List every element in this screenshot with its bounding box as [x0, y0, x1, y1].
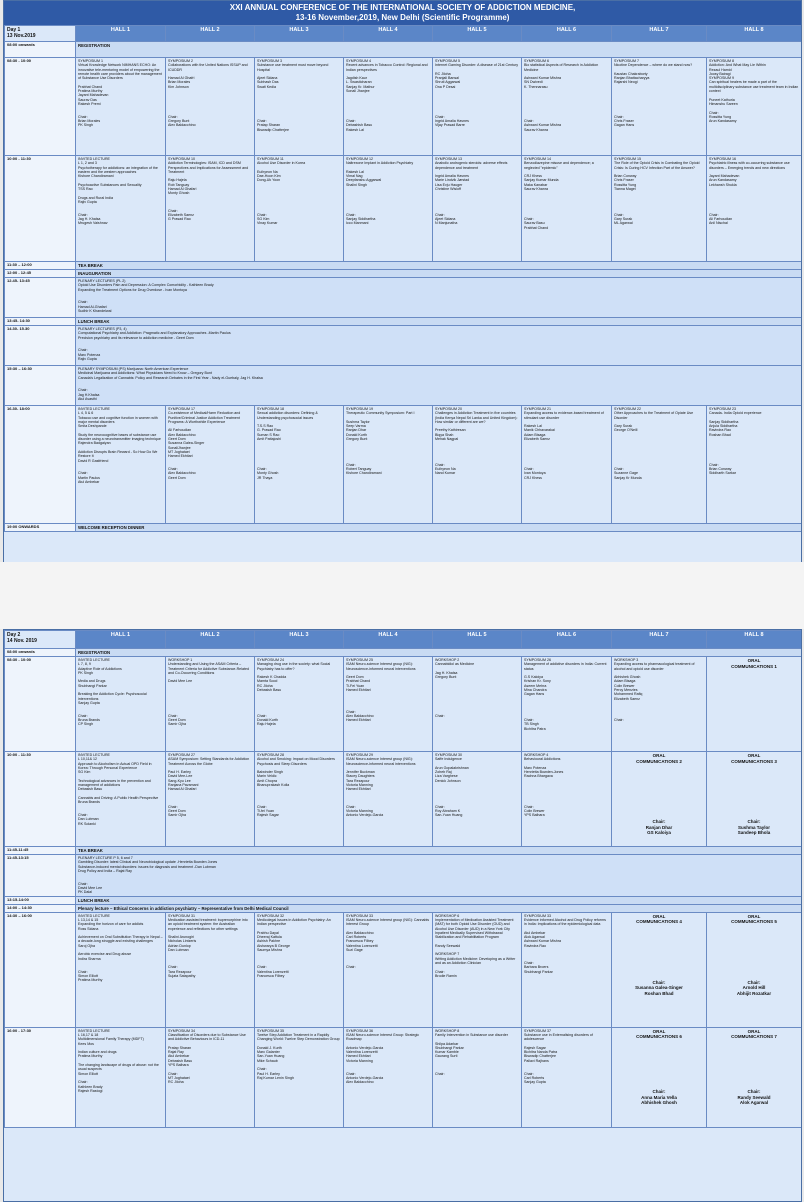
session-cell: SYMPOSIUM 10 Addiction Terminologies: ISAM, ICD and DSM Perspectives and Implications for Assessment and Treatment Raju Hajela Rob Tanguay Hamad Al Ghafari Monty Ghosh Chair: Elizabeth Saenz G Prasad Rao [166, 156, 255, 262]
time-slot: 08:00 onwards [5, 649, 76, 657]
session-cell: SYMPOSIUM 18 Sexual addiction disorders: Defining & Understanding psychosocial issues T.S.S Rao G. Prasad Rao Suman S Rao Amit Pattajoshi Chair: Monty Ghosh JR Thaya [255, 406, 344, 524]
session-cell: SYMPOSIUM 33 ISAM Neuro-science Interest group (NIG): Cannabis Interest Group Alex Baldacchino Carl Roberts Francesca Filbey Valentina Lorenzetti Suzi Gage Chair: [344, 912, 433, 1027]
hall-header: HALL 7 [612, 26, 707, 42]
session-cell: SYMPOSIUM 7 Nicotine Dependence – where do we stand now? Kaustav Chakraborty Ranjan Bhattacharyya Rajarshi Neogi Chair: Chris Fraser Gagan Hans [612, 58, 707, 156]
session-cell: WORKSHOP 4 Behavioural Addictions Marc Potenza Henrietta Bowden-Jones Rachna Bhargava Chair: Colin Brewer YPS Balhara [522, 752, 612, 847]
session-cell: SYMPOSIUM 15 The Role of the Opioid Crisis in Combating the Opioid Crisis: Is Curing HCV Infection Part of the Answer? Brian Conway Chris Fraser Rossitta Yung Tianna Magel Chair: Gary Surak ML Agarwal [612, 156, 707, 262]
time-slot: 16.30- 18:00 [5, 406, 76, 524]
time-slot: 10:00 - 11:30 [5, 752, 76, 847]
hall-header: HALL 1 [76, 631, 166, 649]
session-cell: SYMPOSIUM 27 ASAM Symposium: Setting Standards for Addiction Treatment Across the Globe Paul H. Earley David Mee-Lee Sang-Kyu Lee Ranjana Pavamani Hamad Al Ghafari Chair: Geert Dom Samir Ojha [166, 752, 255, 847]
day-1-label: Day 1 13 Nov.2019 [5, 26, 76, 42]
session-cell: SYMPOSIUM 3 Substance use treatment must move beyond Hospital Ajeet Sidana Subhash Das Swati Kedia Chair: Pratap Sharan Biswadip Chatterjee [255, 58, 344, 156]
hall-header: HALL 2 [166, 631, 255, 649]
conference-title-line-2: 13-16 November,2019, New Delhi (Scientific Programme) [295, 13, 510, 22]
time-slot: 14:00 – 14:30 [5, 904, 76, 912]
time-slot: 15:30 – 16:30 [5, 366, 76, 406]
time-slot: 14:30 – 16:00 [5, 912, 76, 1027]
session-cell: INVITED LECTURE L 1, 2 and 3 Psychotherapy for addictions: an integration of the eastern and the western approaches Kishore Chandiramani Psychoactive Substances and Sexuality TSS Rao Drugs and Rural India Rajiv Gupta Chair: Jag H. Khalsa Mrugesh Vaishnav [76, 156, 166, 262]
time-slot: 19:00 ONWARDS [5, 524, 76, 532]
session-cell: ORAL COMMUNICATIONS 7 Chair: Randy Seewald Alok Agarwal [707, 1027, 802, 1127]
day-2-schedule-table [4, 630, 802, 1128]
session-cell: WORKSHOP 1 Understanding and Using the ASAM Criteria – Treatment Criteria for Addictive Substance-Related and Co-Occurring Conditions David Mee Lee Chair: Geert Dom Samir Ojha [166, 657, 255, 752]
session-cell: SYMPOSIUM 6 Bio statistical Aspects of Research in Addiction Medicine Ashwani Kumar Mishra SN Dwivedi K. Thennarasu Chair: Ashwani Kumar Mishra Saurav Khanra [522, 58, 612, 156]
hall-header: HALL 1 [76, 26, 166, 42]
session-cell: WORKSHOP 3 Expanding access to pharmacological treatment of alcohol and opioid use disorder Abhishek Ghosh Adam Bisaga Colin Brewer Percy Menzies Mohammed Rafiq Elizabeth Saenz Chair: [612, 657, 707, 752]
plenary-ethics-banner: Plenary lecture – Ethical Concerns in addiction psychiatry – Representative from Delhi Medical Council [76, 904, 802, 912]
session-cell: SYMPOSIUM 30 Saffe Indulgence Arun Gopalakrishnan Zoheb Raj Liza Varghese Denick Johnson Chair: Roy Abraham K San-Yuan Huang [433, 752, 522, 847]
session-cell: SYMPOSIUM 14 Benzodiazepine misuse and dependence; a neglected "epidemic" CRJ Khess Sanjay Kumar Munda Maka Kanabar Saurav Khanra Chair: Saurav Basu Prabhat Chand [522, 156, 612, 262]
tea-break-banner: TEA BREAK [76, 262, 802, 270]
session-cell: SYMPOSIUM 23 Canada- India Opioid experience Sanjay Siddhartha Anjula Siddhartha Ravindra Rao Roshan Bhad Chair: Brian Conway Siddharth Sarkar [707, 406, 802, 524]
hall-header: HALL 4 [344, 26, 433, 42]
time-slot: 12.45- 13:45 [5, 278, 76, 318]
session-cell: SYMPOSIUM 11 Alcohol Use Disorder in Korea Euihyeon Na Dae-Hoon Kim Dong-Uk Yoon Chair: SG Kim Vinay Kumar [255, 156, 344, 262]
hall-header: HALL 5 [433, 631, 522, 649]
session-cell: SYMPOSIUM 24 Managing drug use in the society: what Social Psychiatry has to offer? Rakesh K Chadda Mamta Sood RC Jiloha Debasish Basu Chair: Donald Kurth Raju Hajela [255, 657, 344, 752]
session-cell: INVITED LECTURE L 10,11& 12 Approach to Alcoholism in Actual OPD Field in Korea: Through Personal Experience SG Kim Technological advances in the prevention and management of addictions Debasish Basu Cannabis and Driving: A Public Health Perspective Bruna Brands Chair: Dan Lubman RK Solanki [76, 752, 166, 847]
session-cell: ORAL COMMUNICATIONS 4 Chair: Susanna Galea-Singer Roshan Bhad [612, 912, 707, 1027]
hall-header: HALL 6 [522, 631, 612, 649]
session-cell: INVITED LECTURE L 7, 8, 9 Adaptive Role of Addictions PK Singh Media and Drugs Shubhangi Parkar Breaking the Addiction Cycle: Psychosocial interventions Sanjay Gupta Chair: Bruna Brands CP Singh [76, 657, 166, 752]
session-cell: SYMPOSIUM 2 Collaborations with the United Nations ISSUP and ICUDDR Hamad Al Ghafri Brian Morales Kim Johnson Chair: Gregory Bunt Alex Baldacchino [166, 58, 255, 156]
lunch-break-banner: LUNCH BREAK [76, 318, 802, 326]
plenary-lectures-cell: PLENARY LECTURES (P3, 4) Computational Psychiatry and Addiction: Pragmatic and Explanatory Approaches -Martin Paulus Precision psychiatry and its relevance to addiction medicine - Geert Dom Chair: Marc Potenza Rajiv Gupta [76, 326, 802, 366]
time-slot: 13:45- 14:30 [5, 318, 76, 326]
plenary-lectures-cell: PLENARY LECTURES (PL 2) Opioid Use Disorders Pain and Depression: A Complex Comorbidity - Kathleen Brady Expanding the Treatment Options for Drug Overdose - Ivan Montoya Chair: Hamad Al-Ghafari Sudhir K Khandelwal [76, 278, 802, 318]
day-2-label: Day 2 14 Nov. 2019 [5, 631, 76, 649]
lunch-break-banner: LUNCH BREAK [76, 896, 802, 904]
session-cell: INVITED LECTURE L 4, 5 & 6 Tobacco use and cognitive function in women with major mental disorders Smita Deshpande Study the neurocognitive bases of substance use disorder using a neurotransmitter imaging technique Rajendra Badgaiyan Addiction Disrupts Brain Reward - So How Do We Restore It David R Gastfriend Chair: Martin Paulus Atul Ambekar [76, 406, 166, 524]
plenary-symposium-cell: PLENARY SYMPOSIUM (PS) Marijuana: North American Experience Medicinal Marijuana and Addictions: What Physicians Need to Know – Gregory Bunt Canada's Legalization of Cannabis: Policy and Research Debates in the First Year - Nady el-Guebaly, Jag H. Khalsa Chair: Jag H.Khalsa Atul Avasthi [76, 366, 802, 406]
time-slot: 16:00 - 17:30 [5, 1027, 76, 1127]
session-cell: SYMPOSIUM 17 Co-existence of Medical/Harm Reduction and Punitive/Criminal Justice Addiction Treatment Programs: A Worthwhile Experience Ali Farhoudian Alex Baldacchino Geert Dom Susanna Galea-Singer SonaliJhanjee MT Joghataei Hamed Ekhtiari Chair: Alex Baldacchino Geert Dom [166, 406, 255, 524]
day-1-schedule-table [4, 25, 802, 532]
session-cell: SYMPOSIUM 32 Medicolegal Issues in Addiction Psychiatry: An Indian perspective Prabhu Dayal Dheeraj Kattula Ashish Pakhre Aishwarya B George Saumya Mishra Chair: Valentina Lorenzetti Francesca Filbey [255, 912, 344, 1027]
session-cell: SYMPOSIUM 29 ISAM Neuro-science Interest group (NIG): Neuroscience-informed neural interventions Jennifer Buckman Stacey Daughters Tara Rezapour Victoria Manning Hamed Ekhtiari Chair: Victoria Manning Antonio Verdejo-Garcia [344, 752, 433, 847]
conference-title-line-1: XXI ANNUAL CONFERENCE OF THE INTERNATIONAL SOCIETY OF ADDICTION MEDICINE, [229, 3, 576, 12]
hall-header: HALL 7 [612, 631, 707, 649]
session-cell: SYMPOSIUM 33 Evidence informed Alcohol and Drug Policy reforms in India: Implications of the epidemiological data Atul Ambekar Alok Agarwal Ashwani Kumar Mishra Ravindra Rao Chair: Barbara Broers Shubhangi Parkar [522, 912, 612, 1027]
registration-banner: REGISTRATION [76, 649, 802, 657]
inauguration-banner: INAUGURATION [76, 270, 802, 278]
session-cell: SYMPOSIUM 36 ISAM Neuro-science Interest Group: Strategic Roadmap Antonio Verdejo-Garcia Valentina Lorenzetti Hamed Ekhtiari Victoria Manning Chair: Antonio Verdejo-Garcia Alex Baldacchino [344, 1027, 433, 1127]
session-cell: ORAL COMMUNICATIONS 5 Chair: Arnold Hill Abhijit Rozatkar [707, 912, 802, 1027]
session-cell: WORKSHOP 6 Implementation of Medication Assisted Treatment (MAT) for both Opioid Use Disorder (OUD) and Alcohol Use Disorder (AUD) in a New York City Inpatient Medically Supervised Withdrawal Stabilization and Rehabilitation Program Randy Seewald WORKSHOP 7 Writing Addiction Medicine: Developing as a Writer and as an Addiction Clinician Chair: Brodie Ramin [433, 912, 522, 1027]
registration-banner: REGISTRATION [76, 42, 802, 58]
time-slot: 13:15-14:00 [5, 896, 76, 904]
session-cell: SYMPOSIUM 12 Naltrexone Implant in Addiction Psychiatry Rakesh Lal Vimal Nag Deepfanshu Aggarwal Shalini Singh Chair: Sanjay Siddhartha Icco Manmani [344, 156, 433, 262]
session-cell: SYMPOSIUM 16 Psychiatric illness with co-occurring substance use disorders – Emerging trends and new directions Jayant Mahadevan Arun Kandasamy Lekhansh Shukla Chair: Ali Farhoudian Anil Nischal [707, 156, 802, 262]
session-cell: SYMPOSIUM 28 Alcohol and Smoking: Impact on Mood Disorders Psychosis and Sleep Disorders Balwinder Singh Marin Veldic Amit Chopra Bhanuprakash Kolla Chair: Ti-fei Yuan Rajesh Sagar [255, 752, 344, 847]
welcome-dinner-banner: WELCOME RECEPTION DINNER [76, 524, 802, 532]
time-slot: 08:30 - 10:00 [5, 657, 76, 752]
hall-header: HALL 8 [707, 631, 802, 649]
conference-title [4, 1, 801, 25]
session-cell: WORKSHOP 8 Family Intervention in Substance use disorder Shilpa Adarkar Shubhangi Parkar Kumar Kamble Gaurang Surti Chair: [433, 1027, 522, 1127]
time-slot: 14.30- 15.30 [5, 326, 76, 366]
session-cell: SYMPOSIUM 35 Twelve Step Addiction Treatment in a Rapidly Changing World: Twelve Step Demonstration Group Donald J. Kurth Marc Galanter San-Yuan Huang Mike Schaub Chair: Paul H. Earley Raj Kumar Lenin Singh [255, 1027, 344, 1127]
session-cell: SYMPOSIUM 4 Recent advances in Tobacco Control: Regional and Indian perspectives Jagdish Kaur L. Swasticharan Sanjay Kr. Mathur Sonali Jhanjee Chair: Debashish Basu Rakesh Lal [344, 58, 433, 156]
session-cell: SYMPOSIUM 13 Anabolic androgenic steroids: adverse effects dependence and treatment Ingrid Amalia Havnes Marie Lindvik Jørstad Lisa Evju Hauger Christine Wisloff Chair: Ajeet Sidana N Manjunatha [433, 156, 522, 262]
plenary-lectures-cell: PLENARY LECTURE P 5, 6 and 7 Gambling Disorder: latest Clinical and Neurobiological update -Henrietta Bowden Jones Substance-induced mental disorders: issues for diagnosis and treatment -Dan Lubman Drug Policy and India – Rajat Ray Chair: David Mee Lee PK Dalal [76, 855, 802, 897]
session-cell: SYMPOSIUM 25 ISAM Neuro-science Interest group (NIG): Neuroscience-informed neural interventions Geert Dom Prabhat Chand Ti-Fei Yuan Hamed Ekhtiari Chair: Alex Baldacchino Hamed Ekhtiari [344, 657, 433, 752]
tea-break-banner: TEA BREAK [76, 847, 802, 855]
hall-header: HALL 3 [255, 631, 344, 649]
session-cell: ORAL COMMUNICATIONS 6 Chair: Anna Maria Vella Abhishek Ghosh [612, 1027, 707, 1127]
time-slot: 11:45-11:45 [5, 847, 76, 855]
session-cell: WORKSHOP 2 Cannabidiol as Medicine Jag H. Khalsa Gregory Bunt Chair: [433, 657, 522, 752]
time-slot: 11:45-13:15 [5, 855, 76, 897]
time-slot: 12:00 - 12:45 [5, 270, 76, 278]
session-cell: SYMPOSIUM 8 Addiction: And What May Lie Within Rezaul Hamid Joosy Bairagi SYMPOSIUM 9 Can spiritual healers be made a part of the multidisciplinary substance use treatment team in Indian context Puneet Kathuria Himanshu Sareen Chair: Rossitta Yung Arun Kandasamy [707, 58, 802, 156]
session-cell: SYMPOSIUM 22 Other Approaches to the Treatment of Opiate Use Disorder Gary Surak George O'Neill Chair: Suzanne Gage Sanjay Kr Munda [612, 406, 707, 524]
hall-header: HALL 3 [255, 26, 344, 42]
session-cell: SYMPOSIUM 1 Virtual Knowledge Network NIMHANS ECHO: An innovative tele-mentoring model of empowering the remote health care providers about the management of Substance Use Disorders Prabhat Chand Pratima Murthy Jayant Mahadevan Saurav Das Rakesh Premi Chair: Brian Morales PK Singh [76, 58, 166, 156]
hall-header: HALL 6 [522, 26, 612, 42]
session-cell: SYMPOSIUM 21 Expanding access to evidence-based treatment of stimulant use disorder Rakesh Lal Manik Chhavarakai Adam Bisaga Elizabeth Saenz Chair: Ivan Montoya CRJ Khess [522, 406, 612, 524]
page-gap [0, 562, 804, 629]
session-cell: INVITED LECTURE L 13,14 & 15 Expanding the horizon of care for addicts Ross Sidana Achievement on Oral Substitution Therapy in Nepal – a decade-long struggle and existing challenges Saroj Ojha Aerobic exercise and Drug abuse Indira Sharma Chair: Simon Elliott Pratima Murthy [76, 912, 166, 1027]
session-cell: SYMPOSIUM 37 Substance use in Externalising disorders of adolescence Rajesh Sagar Bichitra Nanda Patra Biswadip Chatterjee Pallavi Rajhans Chair: Carl Roberts Sanjay Gupta [522, 1027, 612, 1127]
session-cell: ORAL COMMUNICATIONS 2 Chair: Ranjan Dhar GS Kaloiya [612, 752, 707, 847]
session-cell: SYMPOSIUM 26 Management of addictive disorders in India: Current status G.S Kaloiya Krishan Kr. Sony Aseem Mehra Mina Chandra Gagan Hans Chair: TB Singh Bichitra Patra [522, 657, 612, 752]
hall-header: HALL 8 [707, 26, 802, 42]
time-slot: 08:00 onwards [5, 42, 76, 58]
schedule-page-day-1 [3, 0, 802, 564]
time-slot: 08:30 - 10:00 [5, 58, 76, 156]
hall-header: HALL 4 [344, 631, 433, 649]
session-cell: ORAL COMMUNICATIONS 1 [707, 657, 802, 752]
time-slot: 11:30 – 12:00 [5, 262, 76, 270]
session-cell: INVITED LECTURE L 16,17 & 18 Multidimensional Family Therapy (MDFT) Kees Mos Indian culture and drugs Pratima Murthy The changing landscape of drugs of abuse: not the usual suspects Simon Elliott Chair: Kathleen Brady Rajesh Rastogi [76, 1027, 166, 1127]
session-cell: ORAL COMMUNICATIONS 3 Chair: Sushma Taylor Sandeep Bhola [707, 752, 802, 847]
session-cell: SYMPOSIUM 5 Internet Gaming Disorder: A disease of 21st Century RC Jiloha Pranjali Bansal Shruti Aggarwal Ona P Desai Chair: Ingrid Amalia Havnes Vijay Prasad Barre [433, 58, 522, 156]
hall-header: HALL 2 [166, 26, 255, 42]
hall-header: HALL 5 [433, 26, 522, 42]
session-cell: SYMPOSIUM 31 Medication assisted treatment: buprenorphine into an opioid treatment system: the Australian experience and reflections for other settings Shalini Arunogiri Nicholas Lintzeris Adrian Dunlop Dan Lubman Chair: Tara Rezapour Sujata Satapathy [166, 912, 255, 1027]
time-slot: 10:00 - 11:30 [5, 156, 76, 262]
session-cell: SYMPOSIUM 34 Classification of Disorders due to Substance Use and Addictive Behaviours in ICD-11 Pratap Sharan Rajat Ray Atul Ambekar Debasish Basu YPS Balhara Chair: MT Joghataei RC Jiloha [166, 1027, 255, 1127]
session-cell: SYMPOSIUM 19 Therapeutic Community Symposium: Part I Sushma Taylor Seep Varma Ranjan Dhar Donald Kurth Gregory Bunt Chair: Robert Tanguay Kishore Chandiramani [344, 406, 433, 524]
session-cell: SYMPOSIUM 20 Challenges in Addiction Treatment in five countries (India Kenya Nepal Sri Lanka and United Kingdom): How similar or different are we? Preethy Kathiresan Biqya Shah Mehak Nagpal Chair: Euihyeon Na Nand Kumar [433, 406, 522, 524]
schedule-page-day-2 [3, 629, 802, 1202]
